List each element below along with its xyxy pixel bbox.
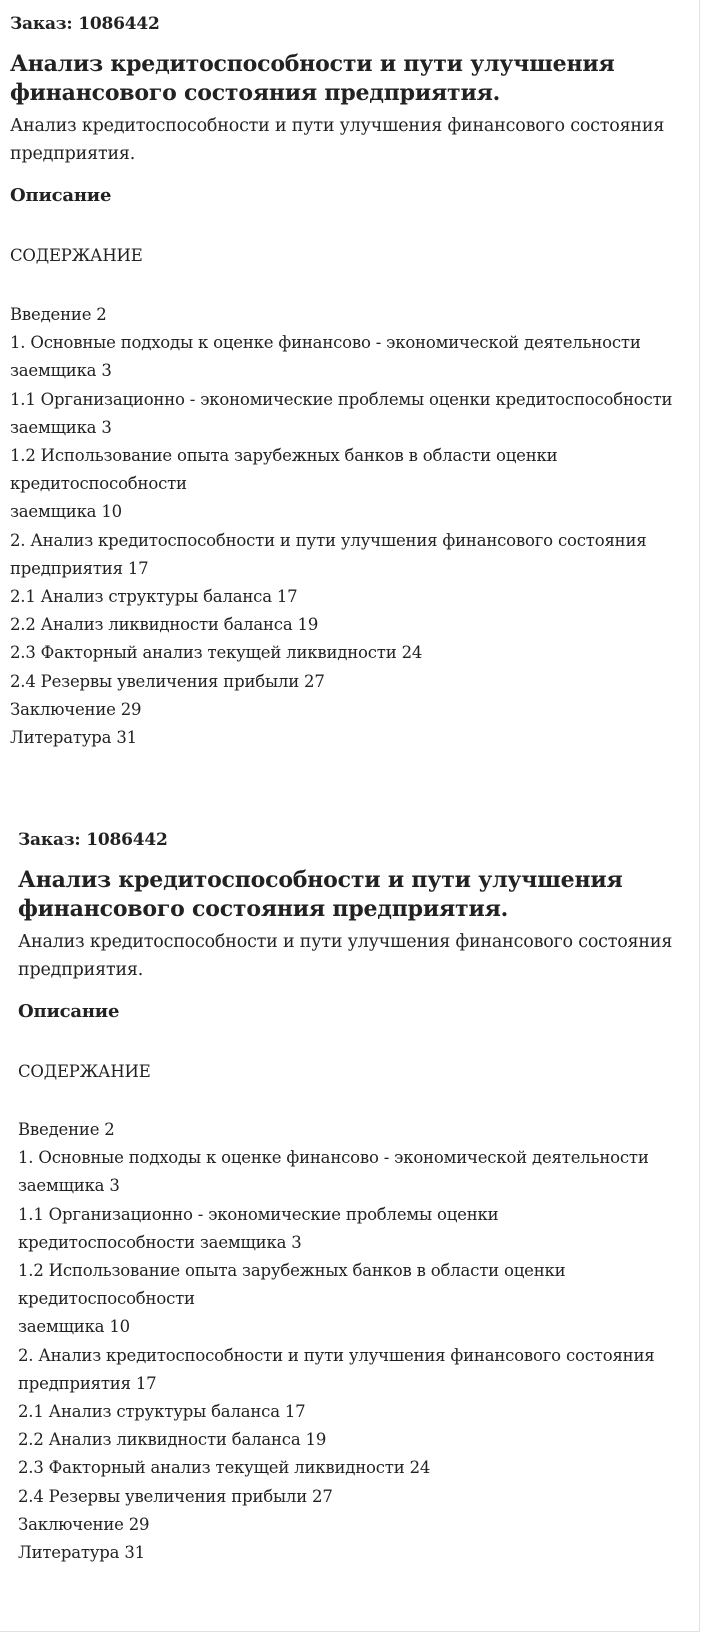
toc-line: заемщика 10 bbox=[18, 1317, 130, 1337]
description-heading: Описание bbox=[18, 1001, 120, 1022]
toc-line: 2. Анализ кредитоспособности и пути улучшения финансового состояния предприятия 17 bbox=[10, 530, 647, 578]
page-subtitle: Анализ кредитоспособности и пути улучшения финансового состояния предприятия. bbox=[10, 116, 665, 164]
order-number: Заказ: 1086442 bbox=[18, 830, 168, 850]
toc-line: 1.1 Организационно - экономические проблемы оценки кредитоспособности заемщика 3 bbox=[18, 1204, 499, 1252]
toc-line: 2.1 Анализ структуры баланса 17 bbox=[10, 587, 298, 607]
toc-line: 2.4 Резервы увеличения прибыли 27 bbox=[10, 671, 325, 691]
toc-line: 2.3 Факторный анализ текущей ликвидности 24 bbox=[18, 1458, 431, 1478]
table-of-contents bbox=[10, 301, 680, 752]
contents-heading: СОДЕРЖАНИЕ bbox=[10, 246, 143, 265]
toc-line: 2.1 Анализ структуры баланса 17 bbox=[18, 1402, 306, 1422]
toc-line: 2. Анализ кредитоспособности и пути улучшения финансового состояния предприятия 17 bbox=[18, 1345, 655, 1393]
toc-line: 1.1 Организационно - экономические проблемы оценки кредитоспособности заемщика 3 bbox=[10, 389, 673, 437]
toc-line: Введение 2 bbox=[10, 305, 107, 324]
table-of-contents bbox=[18, 1116, 680, 1567]
order-description-block-1 bbox=[10, 8, 680, 752]
page-title: Анализ кредитоспособности и пути улучшения финансового состояния предприятия. bbox=[10, 51, 615, 106]
order-description-block-2 bbox=[18, 824, 680, 1567]
page-subtitle: Анализ кредитоспособности и пути улучшения финансового состояния предприятия. bbox=[18, 932, 673, 980]
toc-line: Введение 2 bbox=[18, 1120, 115, 1139]
description-heading: Описание bbox=[10, 185, 112, 206]
page-title: Анализ кредитоспособности и пути улучшения финансового состояния предприятия. bbox=[18, 867, 623, 922]
toc-line: 2.2 Анализ ликвидности баланса 19 bbox=[10, 615, 319, 635]
toc-line: Литература 31 bbox=[10, 728, 137, 748]
toc-line: 1.2 Использование опыта зарубежных банков в области оценки кредитоспособности bbox=[18, 1261, 566, 1309]
contents-heading: СОДЕРЖАНИЕ bbox=[18, 1062, 151, 1081]
toc-line: заемщика 10 bbox=[10, 502, 122, 522]
toc-line: Заключение 29 bbox=[10, 699, 142, 719]
toc-line: 2.3 Факторный анализ текущей ликвидности 24 bbox=[10, 643, 423, 663]
toc-line: 2.4 Резервы увеличения прибыли 27 bbox=[18, 1486, 333, 1506]
toc-line: 1. Основные подходы к оценке финансово - экономической деятельности заемщика 3 bbox=[18, 1148, 649, 1196]
toc-line: 1.2 Использование опыта зарубежных банков в области оценки кредитоспособности bbox=[10, 446, 558, 494]
toc-line: Заключение 29 bbox=[18, 1514, 150, 1534]
order-number: Заказ: 1086442 bbox=[10, 14, 160, 34]
toc-line: 2.2 Анализ ликвидности баланса 19 bbox=[18, 1430, 327, 1450]
toc-line: 1. Основные подходы к оценке финансово - экономической деятельности заемщика 3 bbox=[10, 333, 641, 381]
toc-line: Литература 31 bbox=[18, 1543, 145, 1563]
